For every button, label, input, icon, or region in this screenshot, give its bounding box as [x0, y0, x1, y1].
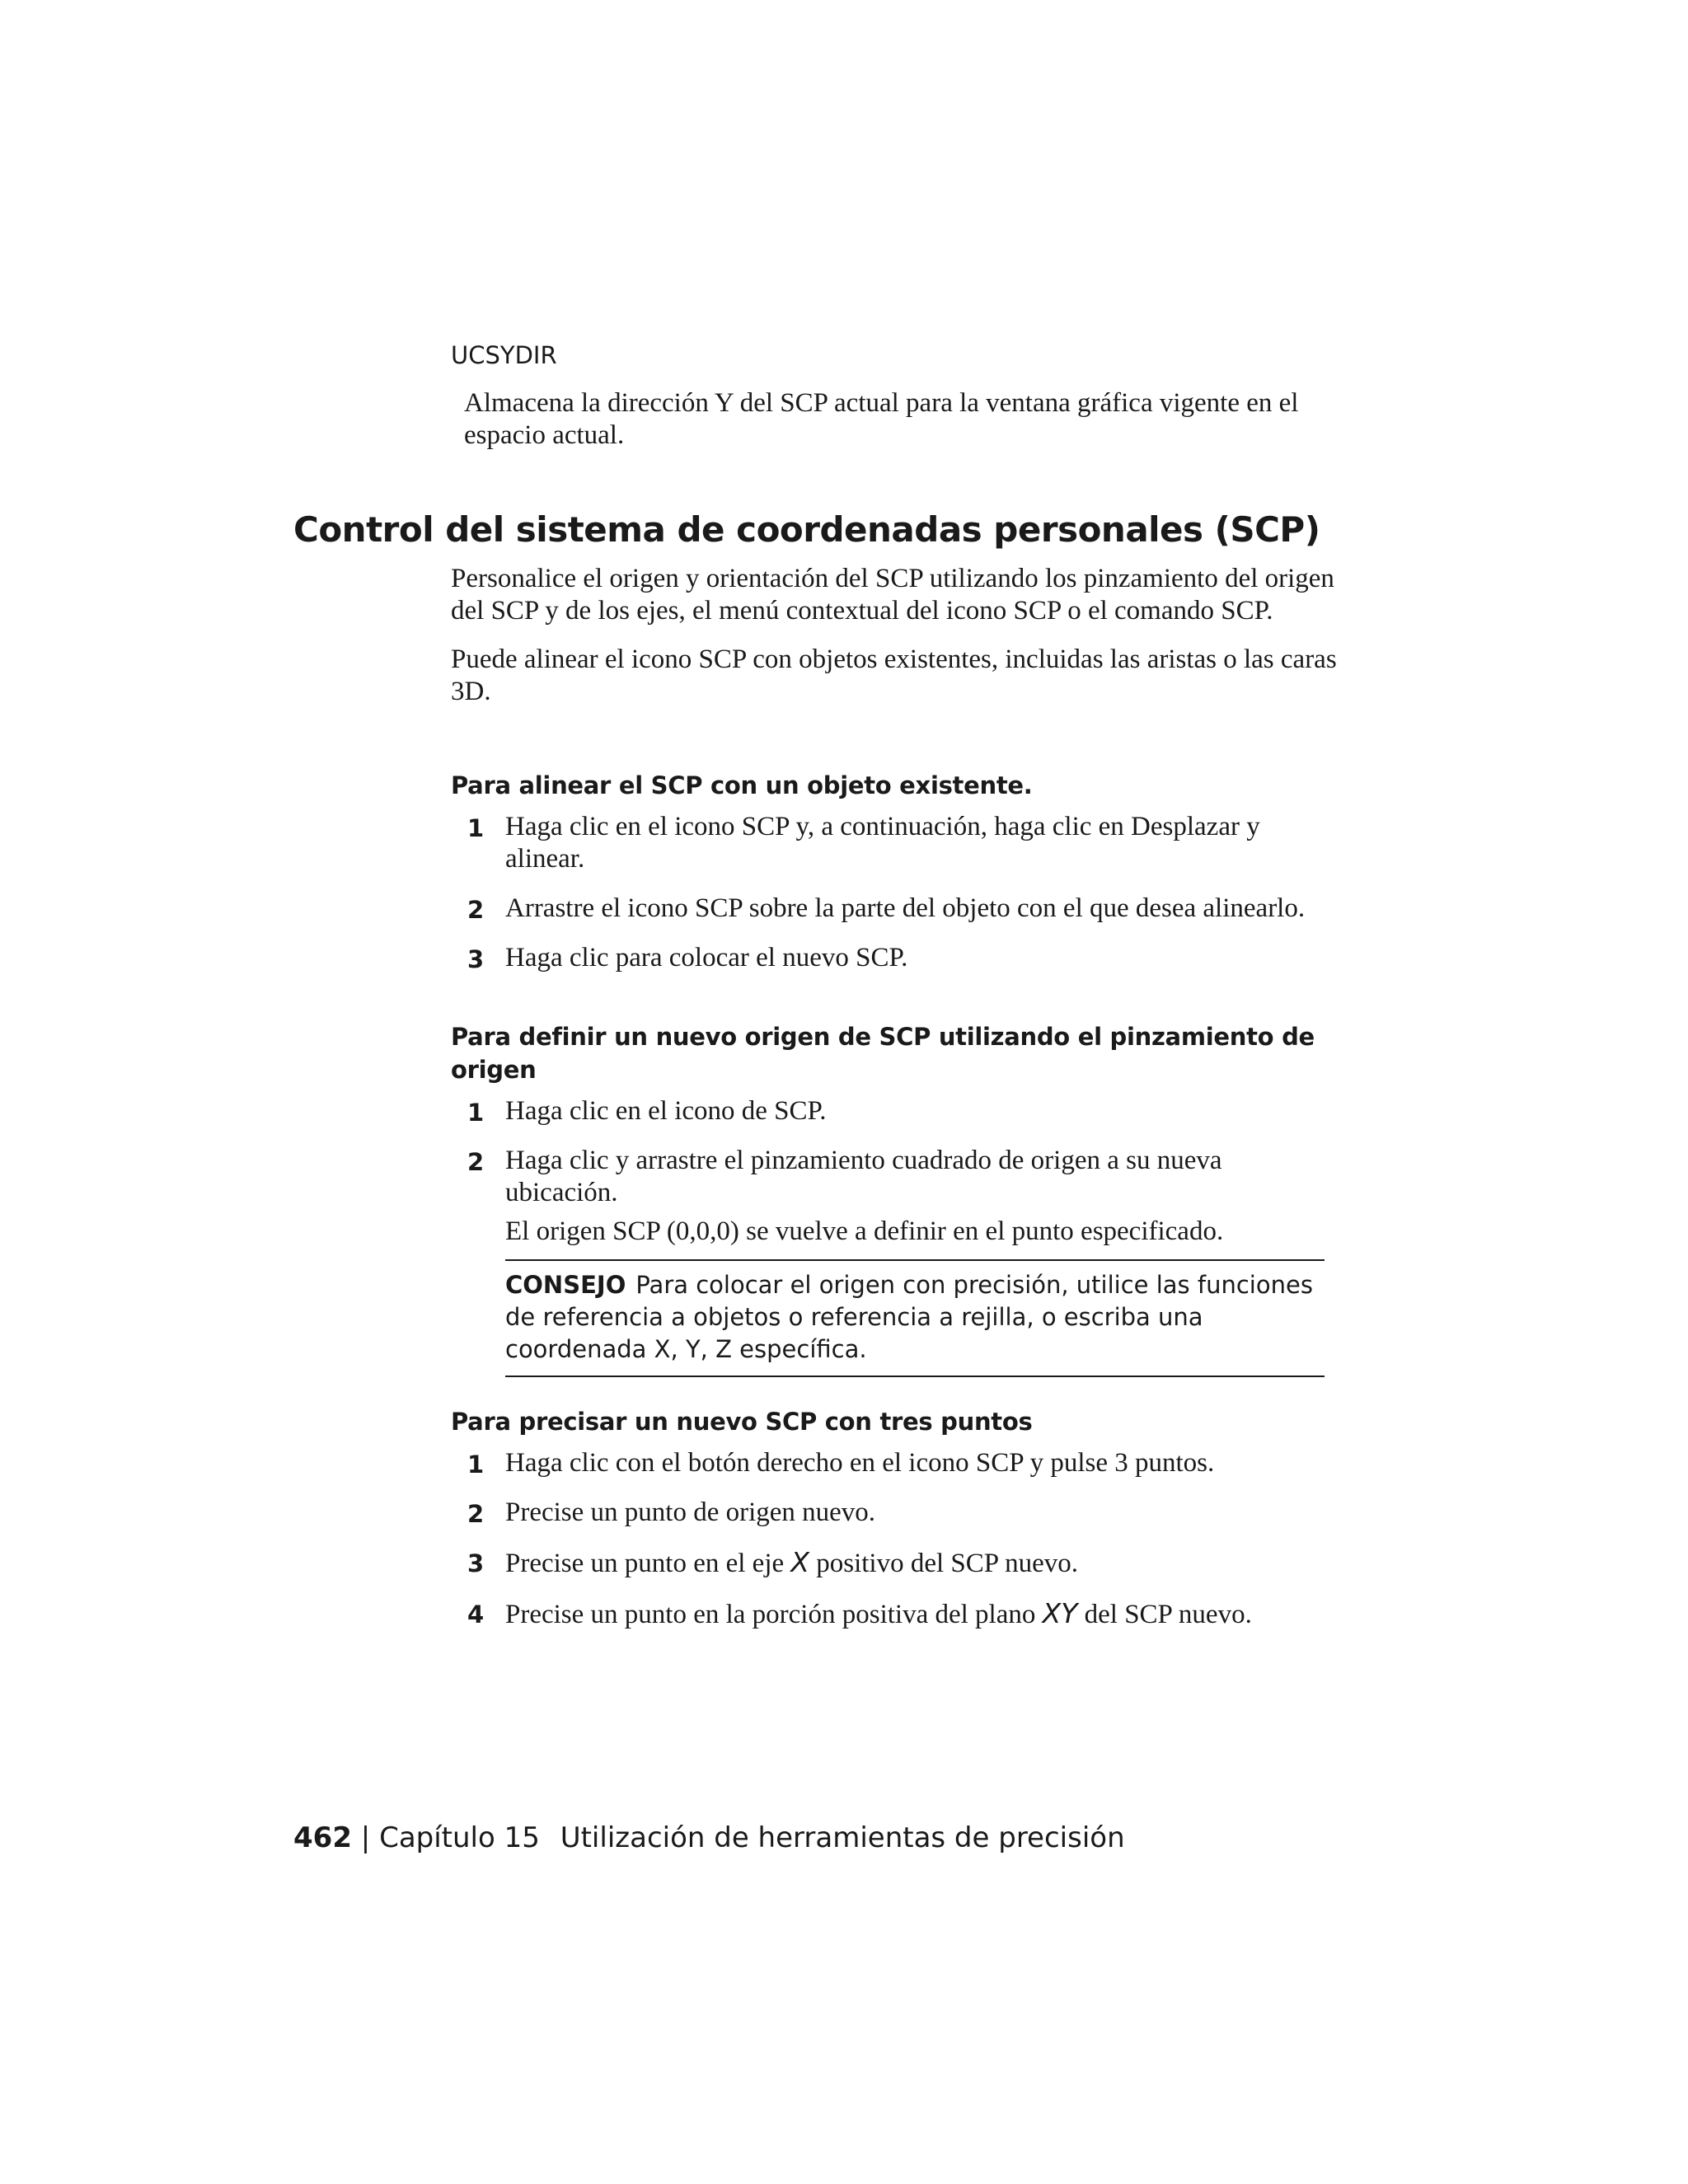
step-text: Haga clic con el botón derecho en el icono SCP y pulse 3 puntos.: [505, 1448, 1215, 1478]
step-number: 1: [467, 1451, 485, 1479]
step-text: Haga clic en el icono de SCP.: [505, 1096, 827, 1126]
step-item: [451, 1546, 1341, 1580]
footer-separator: |: [360, 1821, 371, 1854]
step-text: Precise un punto en el eje: [505, 1549, 791, 1578]
page-footer: [293, 1820, 1125, 1856]
step-list: [451, 1095, 1341, 1209]
step-number: 1: [467, 814, 485, 842]
procedure-align: [451, 769, 1341, 974]
step-list: [451, 811, 1341, 974]
step-text: Haga clic en el icono SCP y, a continuación, haga clic en Desplazar y alinear.: [505, 812, 1260, 874]
step-text: Haga clic y arrastre el pinzamiento cuadrado de origen a su nueva ubicación.: [505, 1146, 1222, 1207]
section-intro: [451, 563, 1341, 708]
step-item: [451, 942, 1341, 974]
section-title: Control del sistema de coordenadas personales (SCP): [293, 509, 1320, 550]
step-result: El origen SCP (0,0,0) se vuelve a definir en el punto especificado.: [505, 1216, 1224, 1246]
step-item: [451, 811, 1341, 875]
step-emphasis: XY: [1042, 1597, 1078, 1629]
procedure-title: Para definir un nuevo origen de SCP utilizando el pinzamiento de origen: [451, 1023, 1315, 1084]
intro-paragraph: Personalice el origen y orientación del SCP utilizando los pinzamiento del origen del SCP y de los ejes, el menú contextual del icono SCP o el comando SCP.: [451, 564, 1334, 626]
step-number: 2: [467, 1148, 485, 1176]
procedure-three-points: [451, 1405, 1341, 1631]
tip-label: CONSEJO: [505, 1271, 626, 1299]
step-item: [451, 1447, 1341, 1479]
chapter-title: Utilización de herramientas de precisión: [560, 1821, 1125, 1854]
step-emphasis: X: [790, 1546, 809, 1578]
procedure-title: Para alinear el SCP con un objeto existente.: [451, 771, 1033, 799]
tip-note: [505, 1259, 1325, 1377]
tip-text: Para colocar el origen con precisión, utilice las funciones de referencia a objetos o referencia a rejilla, o escriba una coordenada X, Y, Z específica.: [505, 1271, 1313, 1363]
procedure-title: Para precisar un nuevo SCP con tres puntos: [451, 1408, 1033, 1436]
step-number: 4: [467, 1601, 485, 1629]
step-number: 2: [467, 896, 485, 924]
step-text: del SCP nuevo.: [1077, 1600, 1252, 1629]
intro-paragraph: Puede alinear el icono SCP con objetos existentes, incluidas las aristas o las caras 3D.: [451, 644, 1337, 706]
step-item: [451, 1095, 1341, 1127]
step-text: Precise un punto de origen nuevo.: [505, 1497, 876, 1527]
step-number: 2: [467, 1500, 485, 1528]
step-item: [451, 1145, 1341, 1209]
step-item: [451, 1497, 1341, 1529]
step-list: [451, 1447, 1341, 1631]
page-number: 462: [293, 1821, 352, 1854]
term-description: Almacena la dirección Y del SCP actual para la ventana gráfica vigente en el espacio actual.: [464, 388, 1299, 450]
chapter-label: Capítulo 15: [379, 1821, 540, 1854]
step-text: Precise un punto en la porción positiva del plano: [505, 1600, 1043, 1629]
step-text: Haga clic para colocar el nuevo SCP.: [505, 943, 908, 972]
term-name: UCSYDIR: [451, 341, 557, 369]
step-number: 3: [467, 945, 485, 973]
step-item: [451, 1597, 1341, 1631]
step-number: 3: [467, 1549, 485, 1577]
step-number: 1: [467, 1099, 485, 1127]
procedure-origin: [451, 1020, 1341, 1377]
step-text: positivo del SCP nuevo.: [809, 1549, 1079, 1578]
step-item: [451, 893, 1341, 925]
step-text: Arrastre el icono SCP sobre la parte del objeto con el que desea alinearlo.: [505, 893, 1306, 923]
